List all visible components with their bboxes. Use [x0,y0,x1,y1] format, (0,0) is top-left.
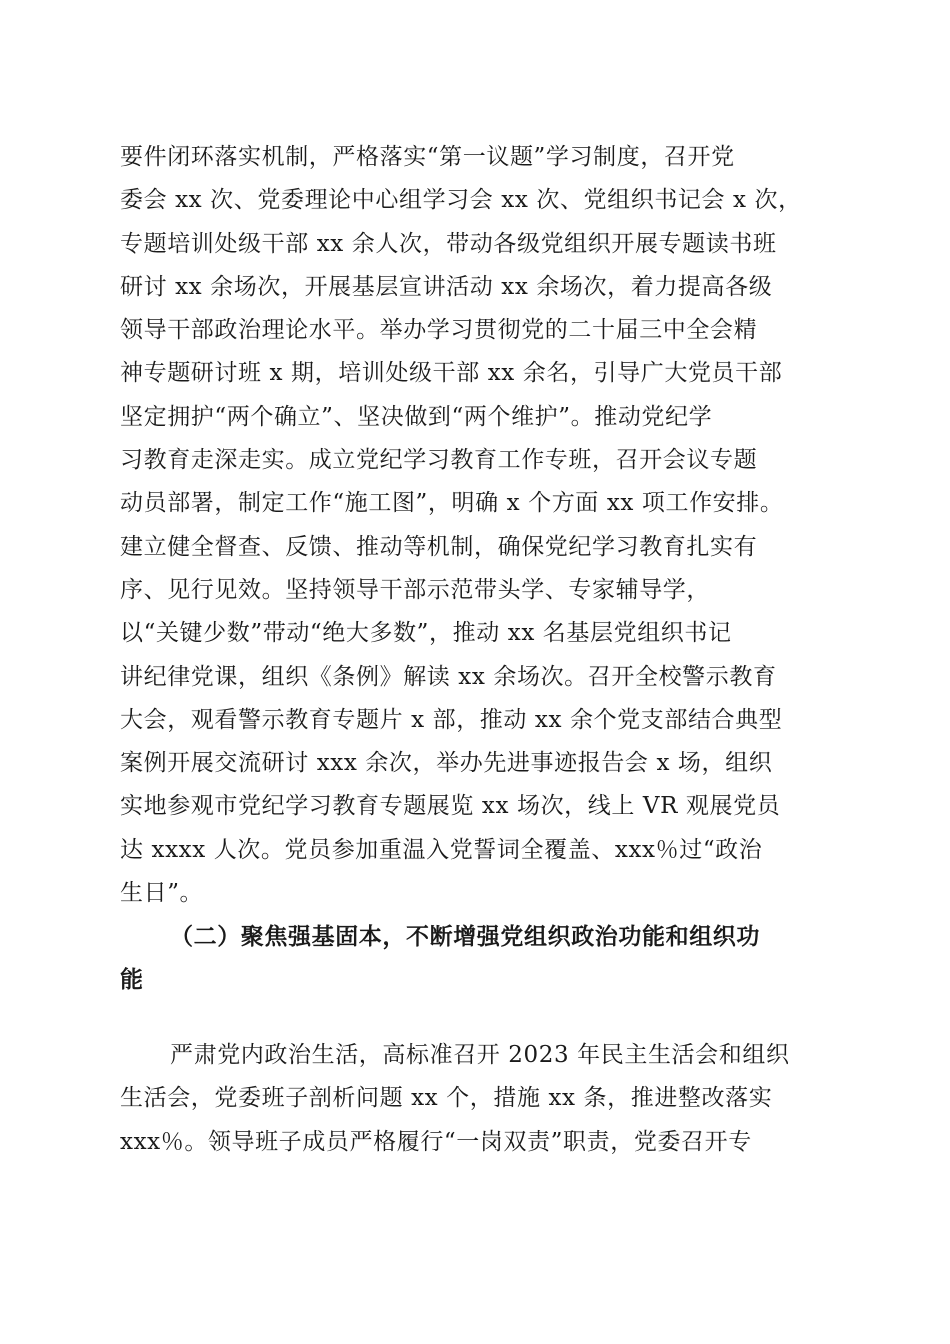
text-line: 案例开展交流研讨 xxx 余次，举办先进事迹报告会 x 场，组织 [120,750,773,777]
text-line: 讲纪律党课，组织《条例》解读 xx 余场次。召开全校警示教育 [120,663,777,690]
text-line: 专题培训处级干部 xx 余人次，带动各级党组织开展专题读书班 [120,230,777,257]
text-line: 达 xxxx 人次。党员参加重温入党誓词全覆盖、xxx％过“政治 [120,836,763,863]
text-line: 生活会，党委班子剖析问题 xx 个，措施 xx 条，推进整改落实 [120,1085,773,1112]
text-line: 研讨 xx 余场次，开展基层宣讲活动 xx 余场次，着力提高各级 [120,273,773,300]
text-line: 实地参观市党纪学习教育专题展览 xx 场次，线上 VR 观展党员 [120,793,781,820]
section-heading-line: （二）聚焦强基固本，不断增强党组织政治功能和组织功 [170,923,760,950]
text-line: 要件闭环落实机制，严格落实“第一议题”学习制度，召开党 [120,144,735,170]
text-line: 习教育走深走实。成立党纪学习教育工作专班，召开会议专题 [120,447,758,474]
section-heading-line: 能 [120,966,144,994]
text-line: 动员部署，制定工作“施工图”，明确 x 个方面 xx 项工作安排。 [120,490,784,517]
section-heading-2 [120,915,832,1002]
body-paragraph-2 [120,1034,832,1164]
text-line: 神专题研讨班 x 期，培训处级干部 xx 余名，引导广大党员干部 [120,360,783,387]
text-line: 大会，观看警示教育专题片 x 部，推动 xx 余个党支部结合典型 [120,706,783,733]
text-line: 委会 xx 次、党委理论中心组学习会 xx 次、党组织书记会 x 次， [120,187,802,214]
text-line: 领导干部政治理论水平。举办学习贯彻党的二十届三中全会精 [120,317,758,344]
text-line: 以“关键少数”带动“绝大多数”，推动 xx 名基层党组织书记 [120,620,732,647]
text-line: 严肃党内政治生活，高标准召开 2023 年民主生活会和组织 [170,1042,790,1068]
text-line: 序、见行见效。坚持领导干部示范带头学、专家辅导学， [120,576,710,603]
body-paragraph-1 [120,136,832,915]
text-line: xxx％。领导班子成员严格履行“一岗双责”职责，党委召开专 [120,1128,752,1155]
text-line: 生日”。 [120,880,204,907]
text-line: 坚定拥护“两个确立”、坚决做到“两个维护”。推动党纪学 [120,403,713,430]
text-line: 建立健全督查、反馈、推动等机制，确保党纪学习教育扎实有 [120,533,758,560]
